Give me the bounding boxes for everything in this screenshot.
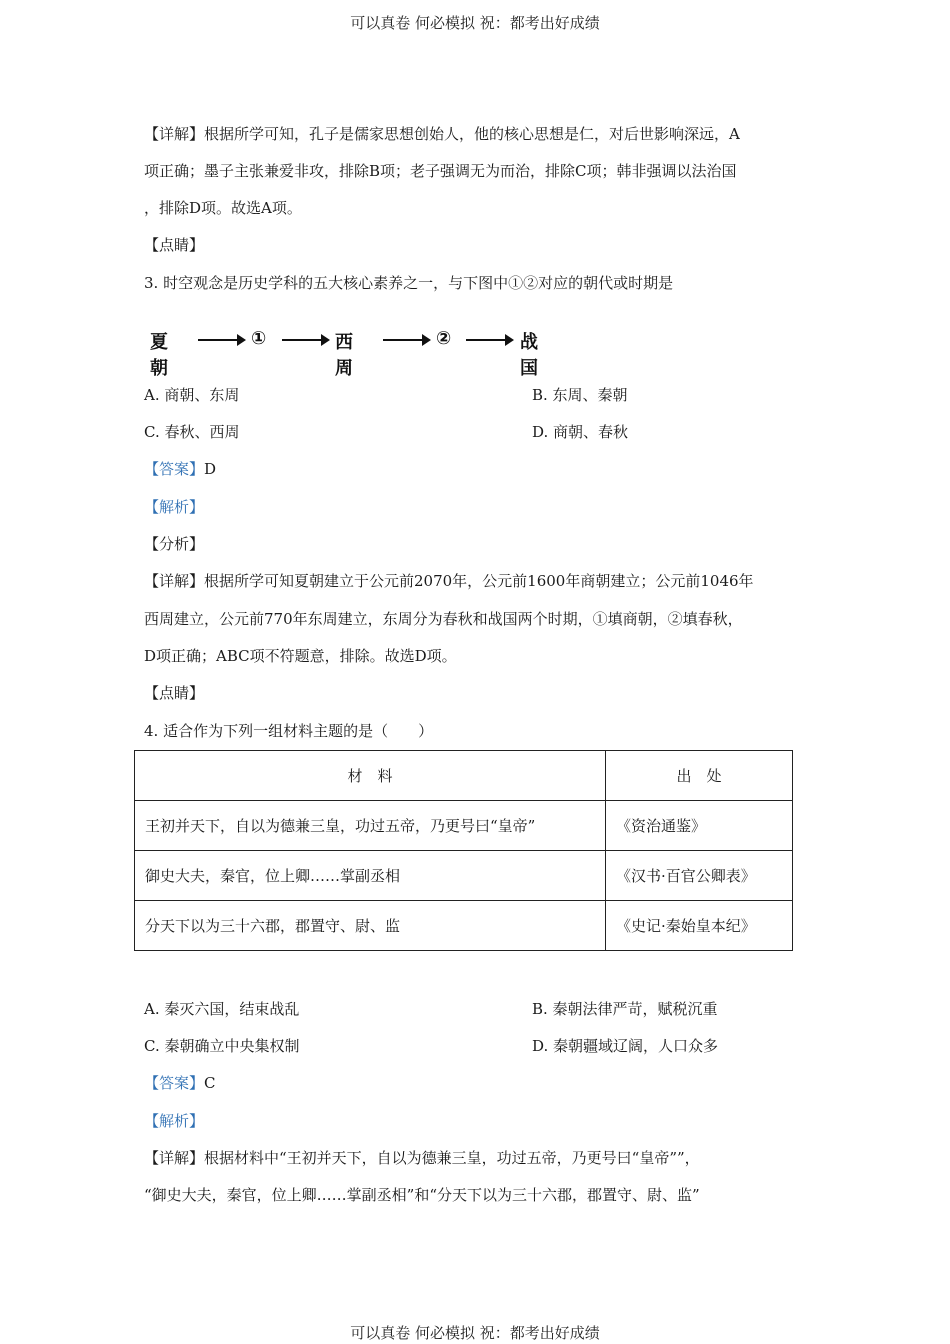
q4-option-c: C. 秦朝确立中央集权制 [144,1037,300,1055]
q4-material-table [134,750,793,951]
q4-option-a: A. 秦灭六国，结束战乱 [144,1000,300,1018]
q4-answer [144,1073,216,1093]
q2-detail-line3: ，排除D项。故选A项。 [144,199,302,217]
table-cell: 分天下以为三十六郡，郡置守、尉、监 [135,901,606,951]
answer-value: C [204,1074,216,1092]
table-cell: 王初并天下，自以为德兼三皇，功过五帝，乃更号曰“皇帝” [135,801,606,851]
q3-option-d: D. 商朝、春秋 [532,423,629,441]
q4-option-b: B. 秦朝法律严苛，赋税沉重 [532,1000,718,1018]
table-header-cell: 出 处 [606,751,793,801]
table-cell: 御史大夫，秦官，位上卿……掌副丞相 [135,851,606,901]
table-row [135,801,793,851]
table-header-cell: 材 料 [135,751,606,801]
q3-answer [144,459,216,479]
q4-stem: 4. 适合作为下列一组材料主题的是（ ） [144,722,434,740]
q3-option-c: C. 春秋、西周 [144,423,240,441]
page-footer: 可以真卷 何必模拟 祝：都考出好成绩 [350,1324,600,1342]
answer-value: D [204,460,217,478]
table-cell: 《史记·秦始皇本纪》 [606,901,793,951]
table-cell: 《汉书·百官公卿表》 [606,851,793,901]
table-header-row [135,751,793,801]
page-header: 可以真卷 何必模拟 祝：都考出好成绩 [350,14,600,32]
timeline-node-xia: 夏朝 [150,332,168,379]
answer-label: 【答案】 [144,460,205,478]
timeline-arrow [466,339,512,341]
timeline-node-1: ① [251,328,267,349]
q3-detail-line2: 西周建立，公元前770年东周建立，东周分为春秋和战国两个时期，①填商朝，②填春秋， [144,610,743,628]
q4-jiexi-label: 【解析】 [144,1112,205,1130]
table-cell: 《资治通鉴》 [606,801,793,851]
q3-detail-line1: 【详解】根据所学可知夏朝建立于公元前2070年，公元前1600年商朝建立；公元前1046年 [144,572,754,590]
table-row [135,851,793,901]
q4-detail-line1: 【详解】根据材料中“王初并天下，自以为德兼三皇，功过五帝，乃更号曰“皇帝””， [144,1149,700,1167]
timeline-arrow [282,339,328,341]
q2-detail-line1: 【详解】根据所学可知，孔子是儒家思想创始人，他的核心思想是仁，对后世影响深远，A [144,125,740,143]
q3-fenxi-label: 【分析】 [144,535,205,553]
q3-jiexi-label: 【解析】 [144,498,205,516]
table-row [135,901,793,951]
timeline-node-2: ② [436,328,452,349]
timeline-node-zhanguo: 战国 [520,332,538,379]
timeline-arrow [198,339,244,341]
q3-option-b: B. 东周、秦朝 [532,386,628,404]
q2-detail-line2: 项正确；墨子主张兼爱非攻，排除B项；老子强调无为而治，排除C项；韩非强调以法治国 [144,162,737,180]
timeline-node-xizhou: 西周 [335,332,353,379]
q3-dianjing-label: 【点睛】 [144,684,205,702]
q3-option-a: A. 商朝、东周 [144,386,240,404]
q4-detail-line2: “御史大夫，秦官，位上卿……掌副丞相”和“分天下以为三十六郡，郡置守、尉、监” [144,1186,700,1204]
q4-option-d: D. 秦朝疆域辽阔，人口众多 [532,1037,719,1055]
q3-detail-line3: D项正确；ABC项不符题意，排除。故选D项。 [144,647,457,665]
timeline-arrow [383,339,429,341]
q2-dianjing-label: 【点睛】 [144,236,205,254]
answer-label: 【答案】 [144,1074,205,1092]
q3-stem: 3. 时空观念是历史学科的五大核心素养之一，与下图中①②对应的朝代或时期是 [144,274,674,292]
